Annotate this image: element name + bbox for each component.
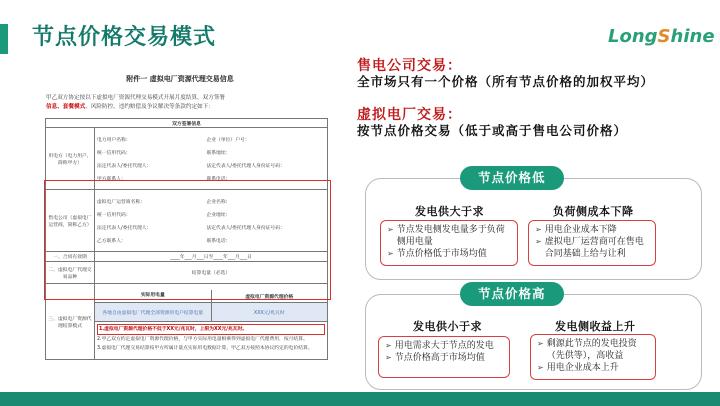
term-label: 一、合同有效期 [46, 252, 95, 262]
metering-note: 3.虚拟电厂代理交易结算按甲方所属计量点实际用电数据计算，甲乙双方按照本协议约定的电价结算。 [97, 346, 313, 351]
field: 电力用户名称： [97, 137, 131, 143]
high-col1-head: 发电供小于求 [413, 320, 482, 333]
field: 虚拟电厂运营商名称： [97, 199, 145, 205]
intro-line-2 [46, 103, 316, 112]
mode-col2: 虚拟电厂资源代理价格 [245, 294, 294, 300]
arrow-bullet-icon: ➢ [385, 341, 392, 350]
field: 法定代表人/委托代理人身份证号码： [206, 225, 285, 231]
arrow-bullet-icon: ➢ [387, 225, 394, 234]
document-intro [46, 94, 316, 111]
field: 企业（单位）户号： [206, 137, 250, 143]
field: 联系电话： [206, 238, 231, 244]
party-a-label: 用电方（电力用户，简称甲方） [46, 128, 95, 190]
list-item: ➢ 用电企业成本下降 [535, 225, 617, 235]
arrow-bullet-icon: ➢ [387, 249, 394, 258]
page-title: 节点价格交易模式 [32, 25, 217, 50]
low-col2-bullets [528, 220, 656, 266]
signature-highlight-box [44, 180, 331, 300]
intro-middle: 、风险防控、违约赔偿及争议解决等条款 [85, 103, 186, 110]
list-item: ➢ 用电需求大于节点的发电 [385, 341, 494, 351]
high-col1-bullets [378, 336, 510, 378]
vpp-title: 虚拟电厂交易： [357, 107, 462, 123]
field: 法定代表人/委托代理人身份证号码： [206, 163, 285, 169]
mode-cell2: XXX元/兆瓦时 [253, 310, 285, 316]
field: 统一信用代码： [97, 212, 131, 218]
price-limit-note: 1.虚拟电厂资源代理价格不低于XX元/兆瓦时，上限为XX元/兆瓦时。 [97, 324, 325, 335]
list-item: ➢ 虚拟电厂运营商可在售电合同基础上给与让利 [535, 237, 644, 259]
field: 甲方联系人： [97, 176, 126, 182]
settlement-note: 2.甲乙双方约定虚拟电厂资源代理价格，与甲方实际用电量相乘得到虚拟电厂代理费用，按月结算。 [97, 337, 308, 342]
low-col1-bullets [380, 220, 518, 266]
arrow-bullet-icon: ➢ [537, 363, 544, 372]
list-item: ➢ 用电企业成本上升 [537, 363, 619, 373]
company-logo: LongShine [608, 26, 715, 47]
mode-col1: 实际用电量 [95, 290, 212, 302]
mode-cell1: 各地自由虚拟电厂代理全部资源用电户结算电量 [95, 303, 212, 321]
list-item: ➢ 剩源此节点的发电投资（先供等），高收益 [537, 339, 637, 361]
low-col2-head: 负荷侧成本下降 [553, 205, 634, 218]
field: 联系电话： [206, 176, 231, 182]
low-price-pill: 节点价格低 [460, 166, 564, 190]
arrow-bullet-icon: ➢ [535, 237, 542, 246]
quantity-label: 二、虚拟电厂代理交易品种 [46, 262, 95, 284]
field: 企业名称： [206, 199, 231, 205]
field: 法定代表人/委托代理人： [97, 225, 152, 231]
term-value: ____年___月___日至____年___月___日 [95, 252, 328, 262]
footer-bar [0, 392, 720, 406]
list-item: ➢ 节点发电侧发电量多于负荷侧用电量 [387, 225, 505, 247]
seller-title: 售电公司交易： [357, 58, 462, 74]
document-title: 附件一 虚拟电厂资源代理交易信息 [126, 75, 234, 83]
title-accent-bar [0, 24, 8, 54]
intro-highlight: 信息、套餐模式 [46, 103, 86, 110]
field: 乙方联系人： [97, 238, 126, 244]
field: 统一信用代码： [97, 150, 131, 156]
arrow-bullet-icon: ➢ [385, 353, 392, 362]
field: 企业地址： [206, 212, 231, 218]
high-price-pill: 节点价格高 [460, 282, 564, 306]
high-col2-head: 发电侧收益上升 [555, 320, 636, 333]
list-item: ➢ 节点价格低于市场均值 [387, 249, 487, 259]
party-b-label: 售电公司（虚拟电厂运营商，简称乙方） [46, 190, 95, 252]
list-item: ➢ 节点价格高于市场均值 [385, 353, 485, 363]
intro-end: 约定如下： [185, 103, 214, 110]
quantity-value: 结算电量（必选） [95, 262, 328, 284]
seller-desc: 全市场只有一个价格（所有节点价格的加权平均） [357, 74, 655, 89]
agreement-document [30, 64, 330, 392]
vpp-desc: 按节点价格交易（低于或高于售电公司价格） [357, 123, 628, 138]
field: 联系地址： [206, 150, 231, 156]
mode-label: 三、虚拟电厂资源代理结算模式 [46, 284, 95, 360]
arrow-bullet-icon: ➢ [537, 339, 544, 348]
low-col1-head: 发电供大于求 [415, 205, 484, 218]
intro-line-1: 甲乙双方协定按以下虚拟电厂资源代理交易模式开展月度结算，双方签署 [46, 95, 226, 101]
high-col2-bullets [530, 334, 656, 380]
field: 法定代表人/委托代理人： [97, 163, 152, 169]
arrow-bullet-icon: ➢ [535, 225, 542, 234]
table-header: 双方签署信息 [46, 119, 328, 128]
